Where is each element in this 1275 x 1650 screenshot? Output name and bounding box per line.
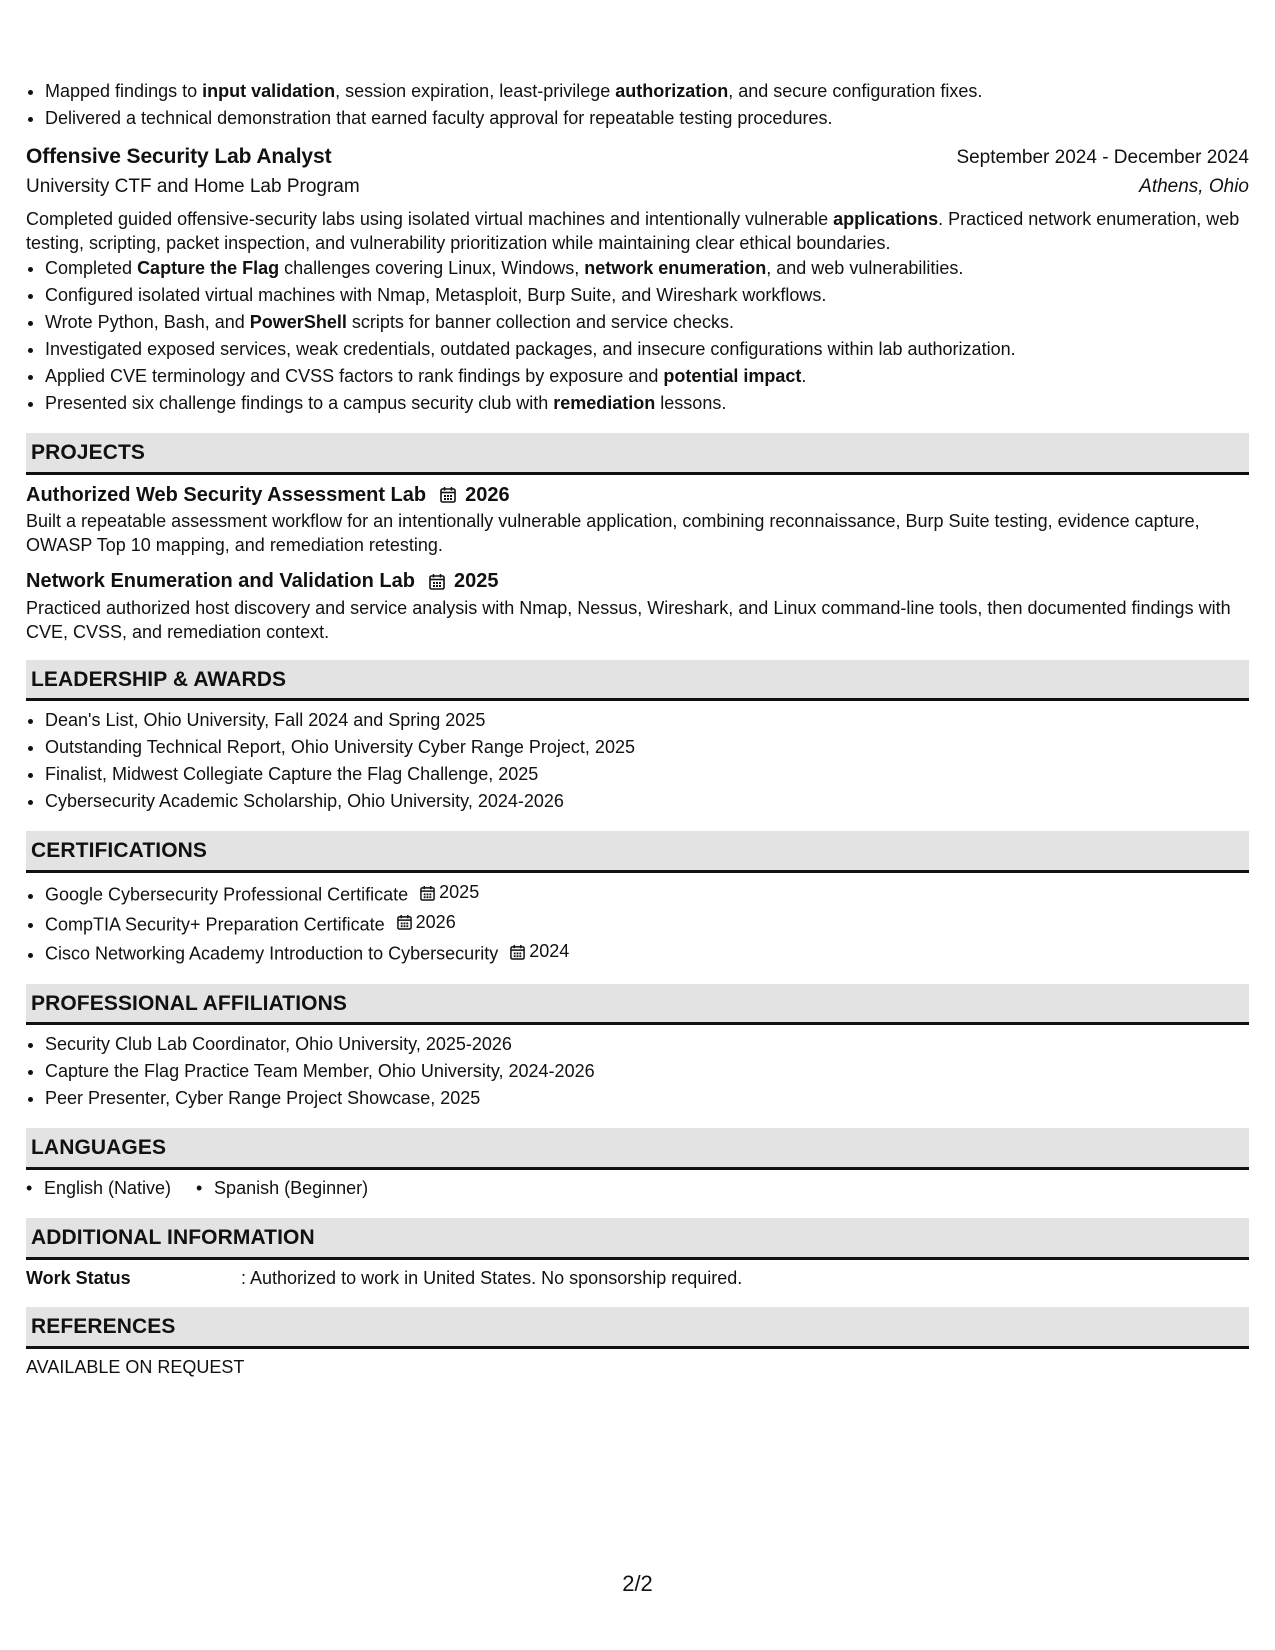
experience-entry — [26, 142, 1249, 417]
role-bullets — [26, 255, 1249, 417]
certification-year: 2024 — [529, 941, 570, 962]
section-header-leadership: LEADERSHIP & AWARDS — [26, 660, 1249, 702]
section-header-references: REFERENCES — [26, 1307, 1249, 1349]
section-header-certifications: CERTIFICATIONS — [26, 831, 1249, 873]
list-item: • Investigated exposed services, weak credentials, outdated packages, and insecure configurations within lab authorization. — [45, 336, 1249, 363]
list-item: • Finalist, Midwest Collegiate Capture the Flag Challenge, 2025 — [45, 761, 1249, 788]
certifications-list — [26, 879, 1249, 968]
section-header-projects: PROJECTS — [26, 433, 1249, 475]
work-status-value: : Authorized to work in United States. No sponsorship required. — [241, 1267, 743, 1288]
list-item: • Outstanding Technical Report, Ohio University Cyber Range Project, 2025 — [45, 734, 1249, 761]
bold-keyword: PowerShell — [249, 311, 347, 332]
list-item: • Applied CVE terminology and CVSS factors to rank findings by exposure and potential impact. — [45, 363, 1249, 390]
role-organization: University CTF and Home Lab Program — [26, 175, 360, 197]
list-item: • Dean's List, Ohio University, Fall 2024 and Spring 2025 — [45, 707, 1249, 734]
work-status-row — [26, 1266, 1249, 1292]
project-description: Practiced authorized host discovery and service analysis with Nmap, Nessus, Wireshark, and Linux command-line tools, then documented findings with CVE, CVSS, and remediation context. — [26, 597, 1231, 642]
certification-year: 2026 — [415, 911, 456, 932]
role-dates: September 2024 - December 2024 — [956, 147, 1249, 168]
bold-keyword: remediation — [553, 392, 656, 413]
list-item: • Wrote Python, Bash, and PowerShell scripts for banner collection and service checks. — [45, 309, 1249, 336]
list-item: • Peer Presenter, Cyber Range Project Showcase, 2025 — [45, 1085, 1249, 1112]
list-item — [45, 909, 1249, 939]
calendar-icon — [429, 573, 445, 590]
bold-keyword: applications — [833, 208, 939, 229]
list-item: • Presented six challenge findings to a campus security club with remediation lessons. — [45, 390, 1249, 417]
language-item: • English (Native) — [26, 1176, 171, 1202]
bold-keyword: network enumeration — [584, 257, 767, 278]
section-header-languages: LANGUAGES — [26, 1128, 1249, 1170]
calendar-icon — [440, 486, 456, 503]
certification-year: 2025 — [439, 882, 480, 903]
list-item — [45, 879, 1249, 909]
role-title: Offensive Security Lab Analyst — [26, 145, 332, 168]
bold-keyword: authorization — [615, 81, 729, 101]
certification-name: CompTIA Security+ Preparation Certificate — [45, 914, 385, 935]
work-status-label: Work Status — [26, 1267, 131, 1288]
affiliations-list — [26, 1031, 1249, 1112]
bold-keyword: potential impact — [663, 365, 802, 386]
list-item — [45, 938, 1249, 968]
calendar-icon — [510, 944, 525, 960]
leadership-list — [26, 707, 1249, 815]
certification-name: Google Cybersecurity Professional Certificate — [45, 884, 409, 905]
list-item: • Capture the Flag Practice Team Member, Ohio University, 2024-2026 — [45, 1058, 1249, 1085]
section-header-affiliations: PROFESSIONAL AFFILIATIONS — [26, 984, 1249, 1026]
project-entry — [26, 567, 1249, 643]
calendar-icon — [397, 914, 412, 930]
project-entry — [26, 481, 1249, 557]
list-item: • Configured isolated virtual machines with Nmap, Metasploit, Burp Suite, and Wireshark workflows. — [45, 282, 1249, 309]
page-number: 2/2 — [622, 1571, 653, 1596]
previous-role-bullets — [26, 78, 1249, 132]
bold-keyword: input validation — [202, 81, 336, 101]
role-summary: Completed guided offensive-security labs using isolated virtual machines and intentionally vulnerable applications. Practiced network enumeration, web testing, scripting, packet inspection, and vulnerability prioritization while maintaining clear ethical boundaries. — [26, 208, 1240, 253]
list-item: • Security Club Lab Coordinator, Ohio University, 2025-2026 — [45, 1031, 1249, 1058]
role-location: Athens, Ohio — [1139, 175, 1249, 197]
project-title: Authorized Web Security Assessment Lab — [26, 483, 427, 506]
list-item: • Completed Capture the Flag challenges covering Linux, Windows, network enumeration, and web vulnerabilities. — [45, 255, 1249, 282]
project-title: Network Enumeration and Validation Lab — [26, 570, 415, 593]
project-year: 2026 — [465, 483, 510, 506]
resume-page — [26, 78, 1249, 1381]
section-header-additional: ADDITIONAL INFORMATION — [26, 1218, 1249, 1260]
calendar-icon — [420, 885, 435, 901]
list-item: • Mapped findings to input validation, session expiration, least-privilege authorization, and secure configuration fixes. — [45, 78, 1249, 105]
language-item: • Spanish (Beginner) — [196, 1176, 368, 1202]
bold-keyword: Capture the Flag — [137, 257, 280, 278]
languages-list — [26, 1176, 1249, 1202]
project-description: Built a repeatable assessment workflow for an intentionally vulnerable application, combining reconnaissance, Burp Suite testing, evidence capture, OWASP Top 10 mapping, and remediation retesting. — [26, 511, 1200, 556]
list-item: • Cybersecurity Academic Scholarship, Ohio University, 2024-2026 — [45, 788, 1249, 815]
references-text: AVAILABLE ON REQUEST — [26, 1357, 245, 1377]
certification-name: Cisco Networking Academy Introduction to Cybersecurity — [45, 943, 499, 964]
project-year: 2025 — [453, 570, 499, 593]
list-item: • Delivered a technical demonstration that earned faculty approval for repeatable testing procedures. — [45, 105, 1249, 132]
